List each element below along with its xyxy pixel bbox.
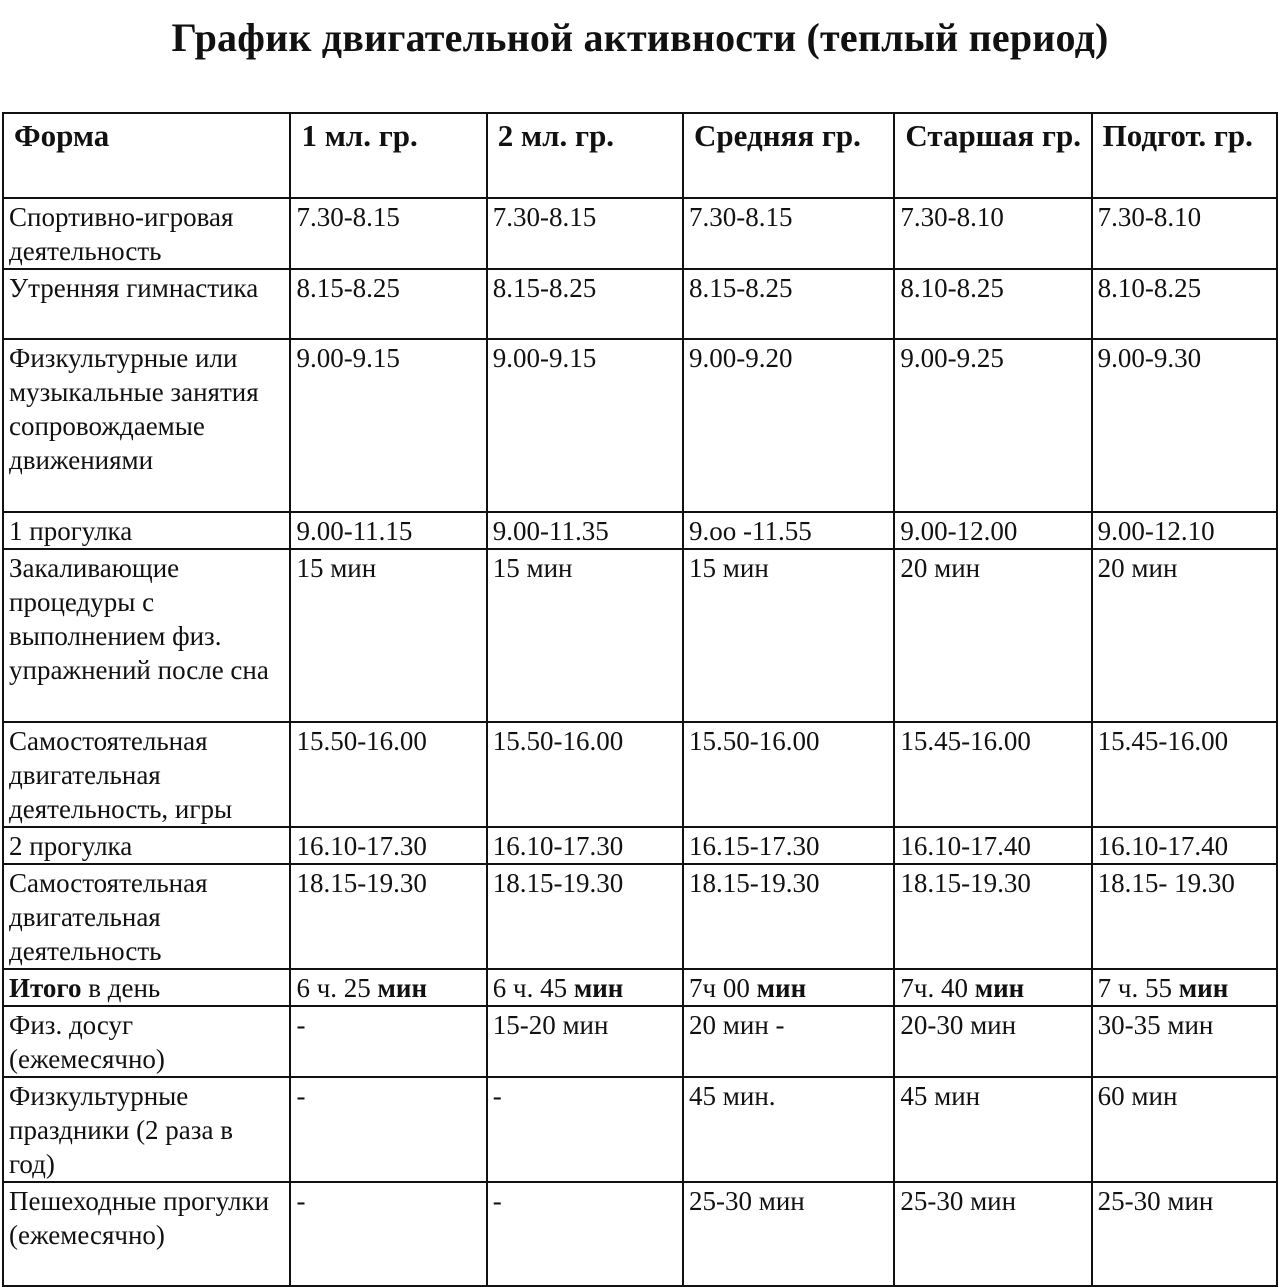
table-cell: 30-35 мин — [1092, 1006, 1277, 1077]
table-cell: 9.00-11.35 — [487, 512, 683, 549]
total-value: 7 ч. 55 — [1097, 973, 1179, 1003]
table-cell: 15.50-16.00 — [290, 722, 486, 827]
total-label-rest: в день — [81, 973, 161, 1003]
table-cell: 9.00-12.10 — [1092, 512, 1277, 549]
page-title: График двигательной активности (теплый период) — [171, 15, 1109, 60]
column-header-form: Форма — [3, 113, 290, 198]
row-label: 2 прогулка — [3, 827, 290, 864]
table-row — [3, 827, 1277, 864]
table-cell: 18.15-19.30 — [487, 864, 683, 969]
table-cell: 8.15-8.25 — [290, 269, 486, 339]
table-cell: 9.00-9.20 — [683, 339, 894, 512]
table-row — [3, 198, 1277, 269]
total-cell — [290, 969, 486, 1006]
table-cell: 18.15-19.30 — [683, 864, 894, 969]
total-unit: мин — [974, 973, 1025, 1003]
row-label: Утренняя гимнастика — [3, 269, 290, 339]
table-cell: 9.00-9.15 — [290, 339, 486, 512]
table-cell: 8.15-8.25 — [683, 269, 894, 339]
total-row — [3, 969, 1277, 1006]
column-header-group-1: 1 мл. гр. — [290, 113, 486, 198]
table-row — [3, 722, 1277, 827]
table-cell: 15.50-16.00 — [683, 722, 894, 827]
table-cell: 16.10-17.40 — [894, 827, 1091, 864]
table-cell: 15 мин — [487, 549, 683, 722]
table-row — [3, 269, 1277, 339]
row-label: Спортивно-игровая деятельность — [3, 198, 290, 269]
table-cell: 45 мин. — [683, 1077, 894, 1182]
column-header-group-5: Подгот. гр. — [1092, 113, 1277, 198]
table-cell: 18.15-19.30 — [290, 864, 486, 969]
table-cell: 7.30-8.15 — [683, 198, 894, 269]
table-cell: 25-30 мин — [894, 1182, 1091, 1286]
row-label: Физкультурные или музыкальные занятия сопровождаемые движениями — [3, 339, 290, 512]
table-cell: 16.10-17.30 — [290, 827, 486, 864]
table-cell: - — [487, 1182, 683, 1286]
table-cell: 15 мин — [683, 549, 894, 722]
table-cell: 9.00-9.25 — [894, 339, 1091, 512]
table-cell: 16.15-17.30 — [683, 827, 894, 864]
table-cell: 16.10-17.30 — [487, 827, 683, 864]
total-value: 6 ч. 45 — [492, 973, 574, 1003]
table-cell: 18.15- 19.30 — [1092, 864, 1277, 969]
total-unit: мин — [756, 973, 807, 1003]
table-cell: 9.оо -11.55 — [683, 512, 894, 549]
column-header-group-2: 2 мл. гр. — [487, 113, 683, 198]
total-value: 7ч 00 — [689, 973, 757, 1003]
total-label-bold: Итого — [9, 973, 82, 1003]
total-value: 6 ч. 25 — [296, 973, 378, 1003]
table-row — [3, 512, 1277, 549]
table-cell: 9.00-9.15 — [487, 339, 683, 512]
table-cell: 7.30-8.10 — [894, 198, 1091, 269]
table-cell: 25-30 мин — [1092, 1182, 1277, 1286]
table-cell: 8.15-8.25 — [487, 269, 683, 339]
table-cell: 7.30-8.10 — [1092, 198, 1277, 269]
total-cell — [487, 969, 683, 1006]
table-cell: 15.50-16.00 — [487, 722, 683, 827]
table-cell: 15-20 мин — [487, 1006, 683, 1077]
table-cell: 7.30-8.15 — [487, 198, 683, 269]
row-label: Самостоятельная двигательная деятельность — [3, 864, 290, 969]
table-cell: - — [290, 1006, 486, 1077]
table-cell: 9.00-11.15 — [290, 512, 486, 549]
row-label: Физ. досуг (ежемесячно) — [3, 1006, 290, 1077]
total-cell — [1092, 969, 1277, 1006]
table-cell: 16.10-17.40 — [1092, 827, 1277, 864]
table-row — [3, 1077, 1277, 1182]
column-header-group-4: Старшая гр. — [894, 113, 1091, 198]
table-row — [3, 864, 1277, 969]
column-header-group-3: Средняя гр. — [683, 113, 894, 198]
table-row — [3, 1006, 1277, 1077]
row-label: Физкультурные праздники (2 раза в год) — [3, 1077, 290, 1182]
table-row — [3, 339, 1277, 512]
table-cell: 8.10-8.25 — [1092, 269, 1277, 339]
table-header-row — [3, 113, 1277, 198]
table-row — [3, 549, 1277, 722]
table-cell: 8.10-8.25 — [894, 269, 1091, 339]
row-label: Закаливающие процедуры с выполнением физ. упражнений после сна — [3, 549, 290, 722]
table-cell: 20-30 мин — [894, 1006, 1091, 1077]
table-cell: 25-30 мин — [683, 1182, 894, 1286]
row-label: Пешеходные прогулки (ежемесячно) — [3, 1182, 290, 1286]
table-cell: - — [487, 1077, 683, 1182]
total-unit: мин — [573, 973, 624, 1003]
table-cell: 9.00-12.00 — [894, 512, 1091, 549]
table-cell: - — [290, 1182, 486, 1286]
total-value: 7ч. 40 — [900, 973, 975, 1003]
table-cell: 60 мин — [1092, 1077, 1277, 1182]
total-unit: мин — [1178, 973, 1229, 1003]
activity-schedule-table — [2, 112, 1278, 1287]
table-cell: 20 мин - — [683, 1006, 894, 1077]
table-row — [3, 1182, 1277, 1286]
table-cell: 7.30-8.15 — [290, 198, 486, 269]
row-label: 1 прогулка — [3, 512, 290, 549]
table-cell: 15.45-16.00 — [1092, 722, 1277, 827]
table-cell: 18.15-19.30 — [894, 864, 1091, 969]
total-cell — [894, 969, 1091, 1006]
table-cell: 15 мин — [290, 549, 486, 722]
total-row-label — [3, 969, 290, 1006]
table-cell: 20 мин — [1092, 549, 1277, 722]
row-label: Самостоятельная двигательная деятельность, игры — [3, 722, 290, 827]
total-cell — [683, 969, 894, 1006]
table-cell: 15.45-16.00 — [894, 722, 1091, 827]
total-unit: мин — [377, 973, 428, 1003]
table-cell: 20 мин — [894, 549, 1091, 722]
table-cell: 9.00-9.30 — [1092, 339, 1277, 512]
table-cell: - — [290, 1077, 486, 1182]
table-cell: 45 мин — [894, 1077, 1091, 1182]
